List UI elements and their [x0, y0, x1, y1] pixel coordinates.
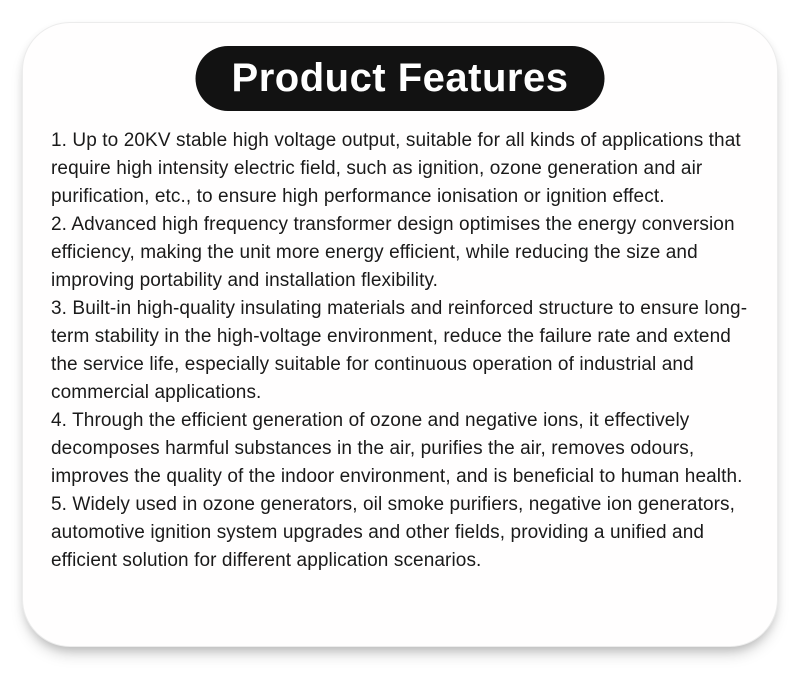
feature-item-2: 2. Advanced high frequency transformer design optimises the energy conversion efficiency, making the unit more energy efficient, while reducing the size and improving portability and installation flexibility. — [51, 214, 735, 291]
feature-item-5: 5. Widely used in ozone generators, oil smoke purifiers, negative ion generators, automotive ignition system upgrades and other fields, providing a unified and efficient solution for different application scenarios. — [51, 494, 736, 571]
product-features-card — [22, 22, 778, 647]
page-title: Product Features — [231, 56, 569, 100]
feature-item-1: 1. Up to 20KV stable high voltage output, suitable for all kinds of applications that require high intensity electric field, such as ignition, ozone generation and air purification, etc., to ensure high performance ionisation or ignition effect. — [51, 130, 741, 207]
feature-item-3: 3. Built-in high-quality insulating materials and reinforced structure to ensure long-term stability in the high-voltage environment, reduce the failure rate and extend the service life, especially suitable for continuous operation of industrial and commercial applications. — [51, 298, 748, 403]
title-pill — [196, 46, 605, 111]
feature-list — [51, 127, 753, 575]
feature-item-4: 4. Through the efficient generation of ozone and negative ions, it effectively decomposes harmful substances in the air, purifies the air, removes odours, improves the quality of the indoor environment, and is beneficial to human health. — [51, 410, 743, 487]
